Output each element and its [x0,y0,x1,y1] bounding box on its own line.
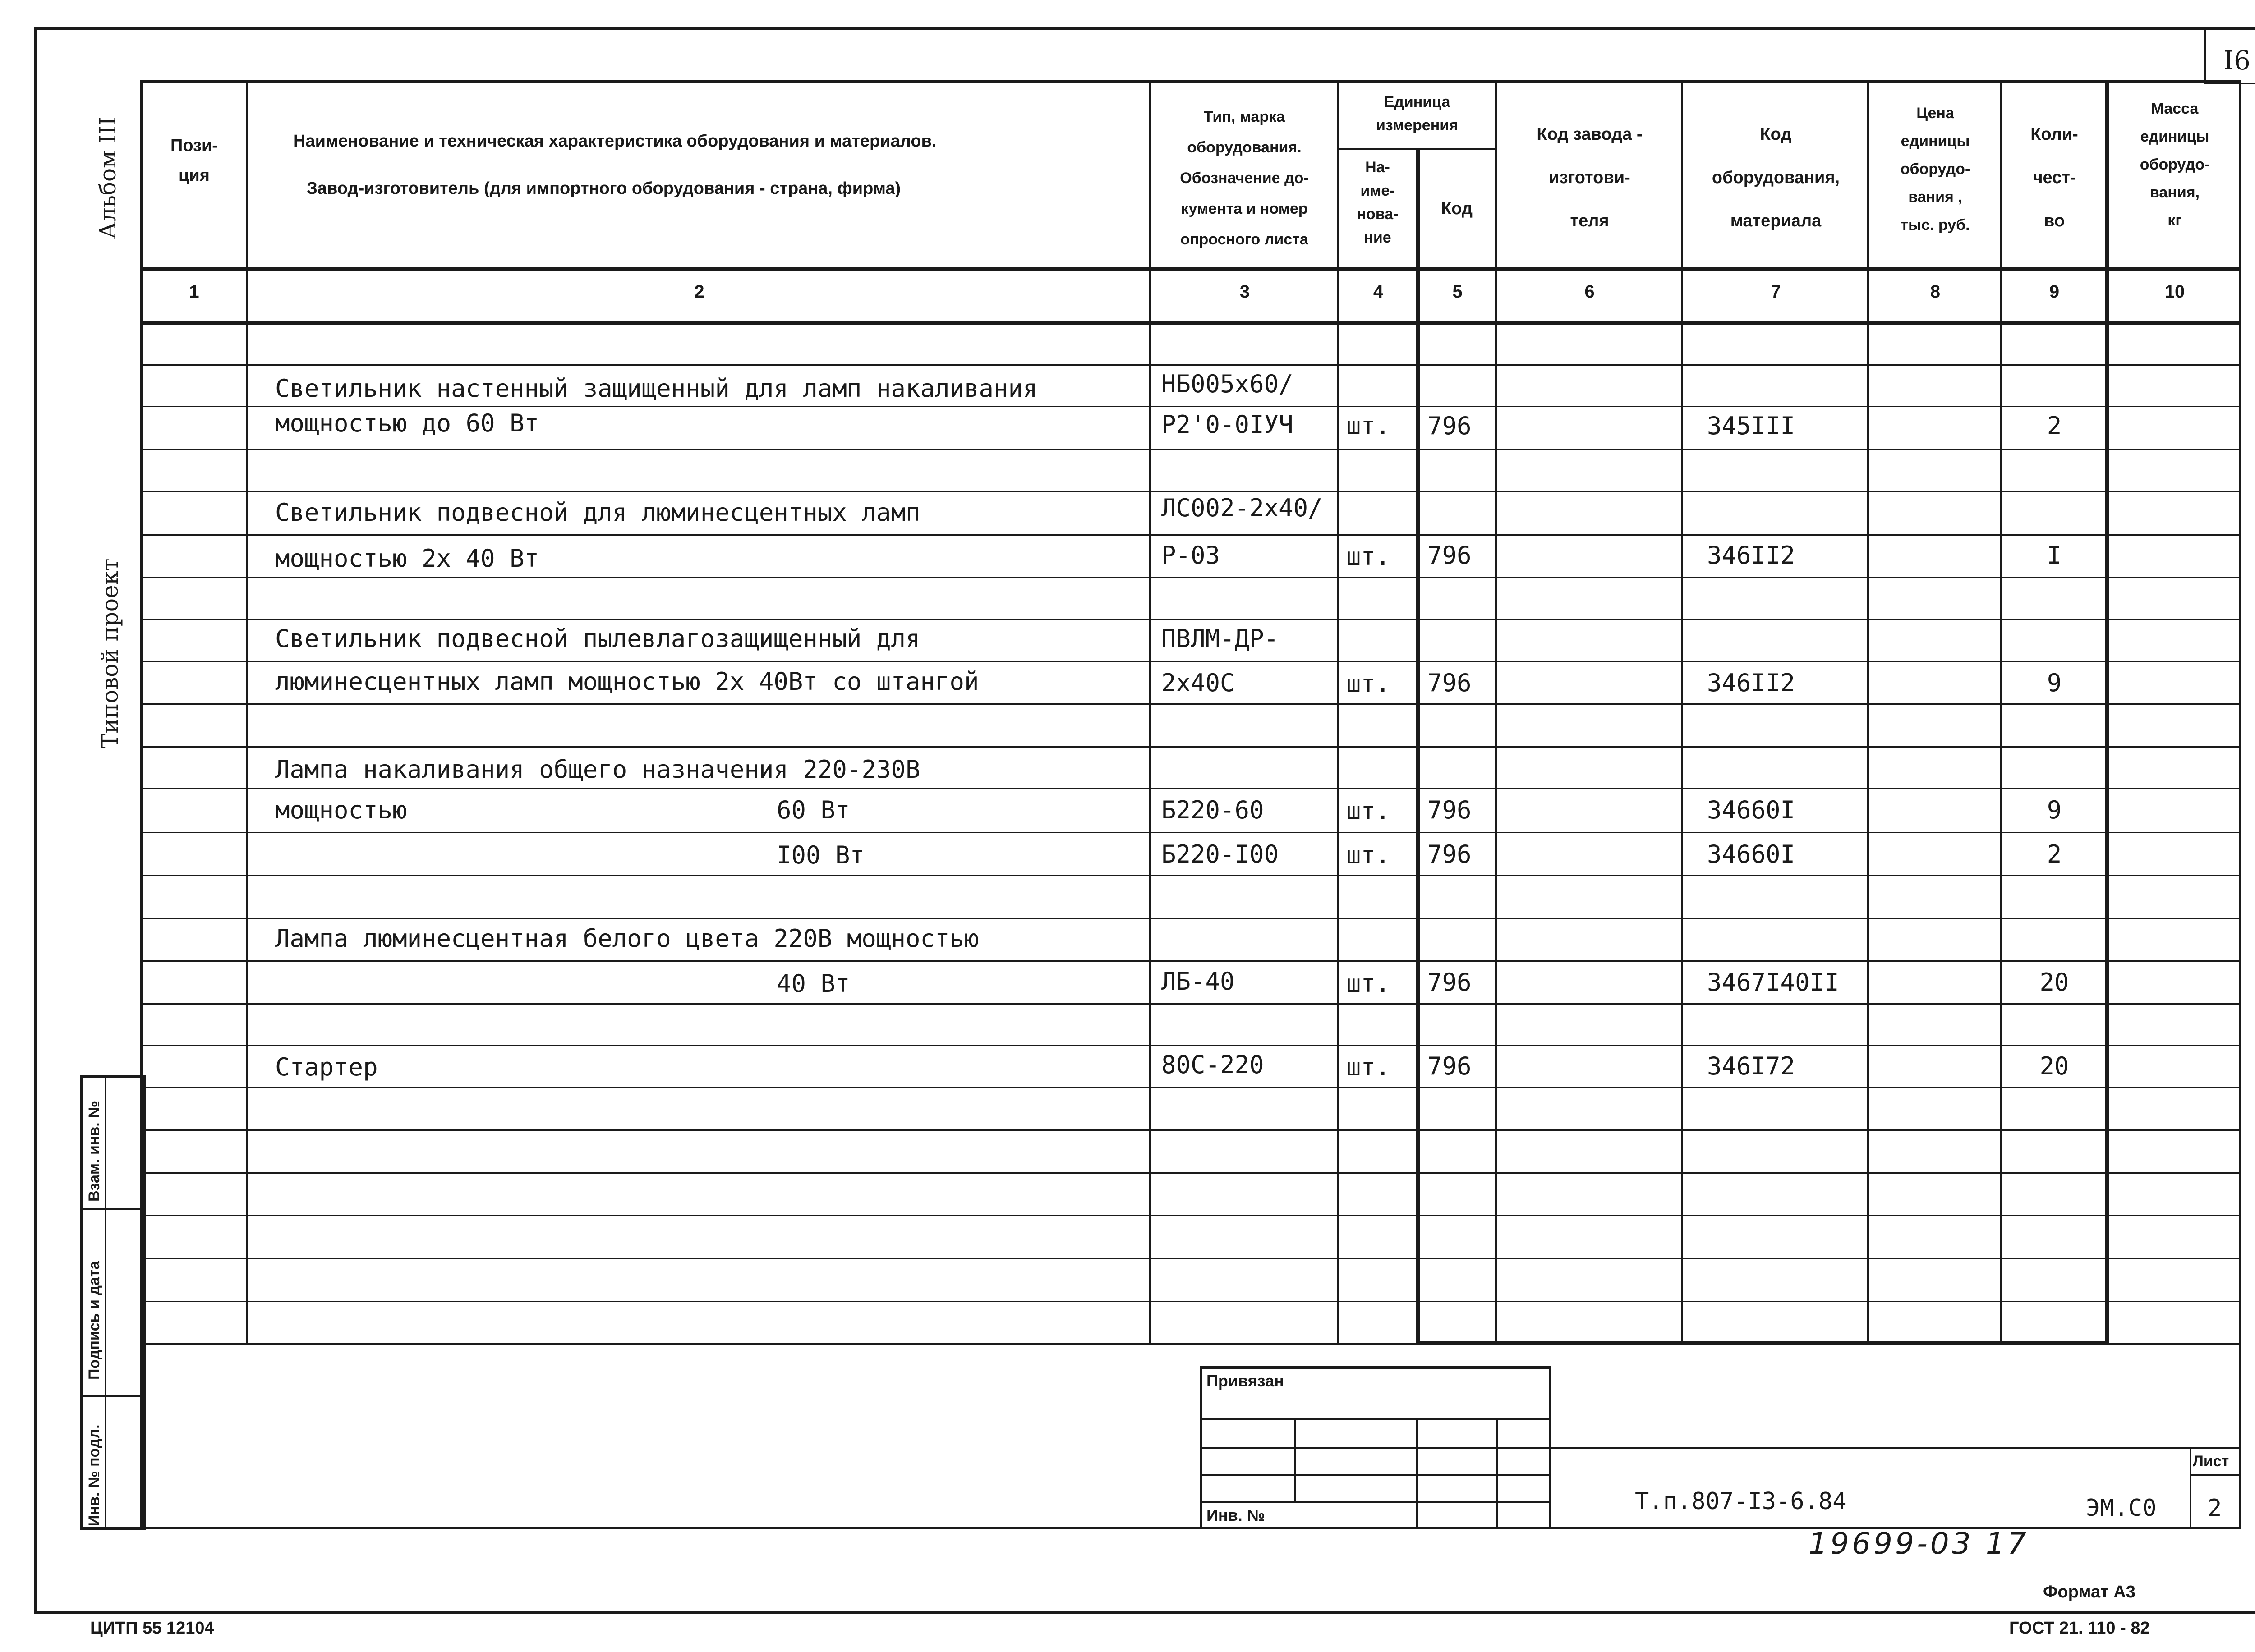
row12-code: 796 [1427,840,1472,868]
title-block-top [1551,1447,2241,1449]
row17-code: 796 [1427,1052,1472,1080]
col-line-1 [246,80,248,1343]
sheet-label: Лист [2193,1453,2229,1470]
col-line-2 [1149,80,1151,1343]
side-label-inv-podl: Инв. № подл. [86,1424,103,1526]
row12-type: Б220-I00 [1161,840,1279,868]
column-number-row-line [140,321,2241,325]
row10-name: Лампа накаливания общего назначения 220-230В [275,755,920,784]
row2-unit: шт. [1346,412,1390,440]
privyazan-vline-2 [1416,1418,1418,1529]
row8-name: люминесцентных ламп мощностью 2х 40Вт со штангой [275,667,979,696]
page-number-box-left [2204,27,2206,83]
row5-unit: шт. [1346,542,1390,571]
inv-no-label: Инв. № [1206,1506,1265,1524]
page-number: I6 [2223,45,2250,76]
header-name-line1: Наименование и техническая характеристика оборудования и материалов. [293,132,937,151]
privyazan-line-2 [1200,1447,1551,1449]
row17-name: Стартер [275,1053,378,1081]
header-bottom-line [140,267,2241,271]
row7-type: ПВЛМ-ДР- [1161,624,1279,653]
row11-name-right: 60 Вт [777,796,850,824]
row2-code: 796 [1427,412,1472,440]
row12-unit: шт. [1346,841,1390,869]
row11-equip: 34660I [1707,796,1795,824]
row5-type: Р-03 [1161,541,1220,569]
row17-type: 80С-220 [1161,1051,1264,1079]
row5-qty: I [2047,541,2062,569]
side-stamp-line-2 [80,1395,143,1397]
side-label-podpis: Подпись и дата [86,1261,103,1380]
colnum-3: 3 [1239,282,1250,302]
row2-type: Р2'0-0IУЧ [1161,410,1293,439]
row11-code: 796 [1427,796,1472,824]
row8-code: 796 [1427,669,1472,697]
col-line-6 [1681,80,1683,1343]
side-stamp-divider [105,1075,106,1530]
colnum-10: 10 [2164,282,2185,302]
row11-unit: шт. [1346,797,1390,825]
row11-qty: 9 [2047,796,2062,824]
row12-name-right: I00 Вт [777,841,865,869]
sheet-box-left [2190,1447,2191,1529]
row17-equip: 346I72 [1707,1052,1795,1080]
row15-equip: 3467I40II [1707,968,1839,996]
privyazan-line-3 [1200,1474,1551,1476]
header-position: Пози- ция [170,136,218,185]
row7-name: Светильник подвесной пылевлагозащищенный для [275,624,920,653]
header-factory-code: Код завода - изготови- теля [1537,125,1643,230]
row15-unit: шт. [1346,969,1390,998]
colnum-4: 4 [1373,282,1384,302]
header-units-group: Единица измерения [1376,93,1458,134]
header-mass: Масса единицы оборудо- вания, кг [2140,100,2210,229]
colnum-2: 2 [694,282,704,302]
header-price: Цена единицы оборудо- вания , тыс. руб. [1900,105,1970,234]
row1-name: Светильник настенный защищенный для ламп накаливания [275,374,1038,403]
row4-type: ЛС002-2х40/ [1161,494,1323,522]
colnum-1: 1 [189,282,199,302]
privyazan-vline-3 [1496,1418,1498,1529]
footer-format: Формат А3 [2043,1583,2135,1602]
document-code: Т.п.807-I3-6.84 [1635,1488,1847,1515]
colnum-7: 7 [1771,282,1781,302]
row5-equip: 346II2 [1707,541,1795,569]
row12-equip: 34660I [1707,840,1795,868]
row2-equip: 345III [1707,412,1795,440]
col-line-9 [2105,80,2109,1343]
row17-unit: шт. [1346,1053,1390,1081]
header-equip-code: Код оборудования, материала [1712,125,1840,230]
project-type-label: Типовой проект [97,558,123,748]
row8-type: 2х40С [1161,669,1235,697]
header-name-line2: Завод-изготовитель (для импортного оборудования - страна, фирма) [307,179,901,198]
row1-type: НБ005х60/ [1161,370,1293,398]
row4-name: Светильник подвесной для люминесцентных ламп [275,498,920,527]
side-label-vzam: Взам. инв. № [86,1101,103,1202]
row15-name-right: 40 Вт [777,969,850,998]
row11-type: Б220-60 [1161,796,1264,824]
colnum-8: 8 [1930,282,1941,302]
colnum-5: 5 [1452,282,1463,302]
header-unit-name: На- име- нова- ние [1357,159,1399,246]
privyazan-vline-1 [1294,1418,1296,1501]
row2-name: мощностью до 60 Вт [275,409,539,437]
row15-type: ЛБ-40 [1161,967,1235,996]
row15-qty: 20 [2039,968,2069,996]
sheet-number: 2 [2208,1495,2222,1522]
row5-code: 796 [1427,541,1472,569]
footer-gost: ГОСТ 21. 110 - 82 [2009,1619,2150,1638]
row8-unit: шт. [1346,670,1390,698]
document-suffix: ЭМ.С0 [2086,1495,2157,1522]
row8-qty: 9 [2047,669,2062,697]
handwritten-number: 19699-03 17 [1809,1526,2029,1561]
header-quantity: Коли- чест- во [2030,125,2078,230]
privyazan-line-4 [1200,1501,1551,1503]
sheet-box-mid [2190,1474,2241,1476]
row11-name: мощностью [275,796,407,824]
col-line-4 [1416,148,1420,1343]
row8-equip: 346II2 [1707,669,1795,697]
colnum-9: 9 [2049,282,2060,302]
header-type: Тип, марка оборудования. Обозначение до- кумента и номер опросного листа [1180,108,1309,248]
col-line-8 [2000,80,2002,1343]
privyazan-label: Привязан [1206,1372,1284,1390]
row5-name: мощностью 2х 40 Вт [275,544,539,573]
col-line-3 [1337,80,1339,1343]
side-stamp-line-1 [80,1208,143,1210]
album-label: Альбом III [95,116,121,239]
footer-left-code: ЦИТП 55 12104 [90,1619,214,1638]
row15-code: 796 [1427,968,1472,996]
col-line-7 [1867,80,1869,1343]
row17-qty: 20 [2039,1052,2069,1080]
privyazan-line-1 [1200,1418,1551,1420]
row12-qty: 2 [2047,840,2062,868]
header-unit-code: Код [1440,199,1473,218]
col-line-5 [1495,80,1497,1343]
row2-qty: 2 [2047,412,2062,440]
colnum-6: 6 [1584,282,1595,302]
row14-name: Лампа люминесцентная белого цвета 220В мощностью [275,924,979,953]
